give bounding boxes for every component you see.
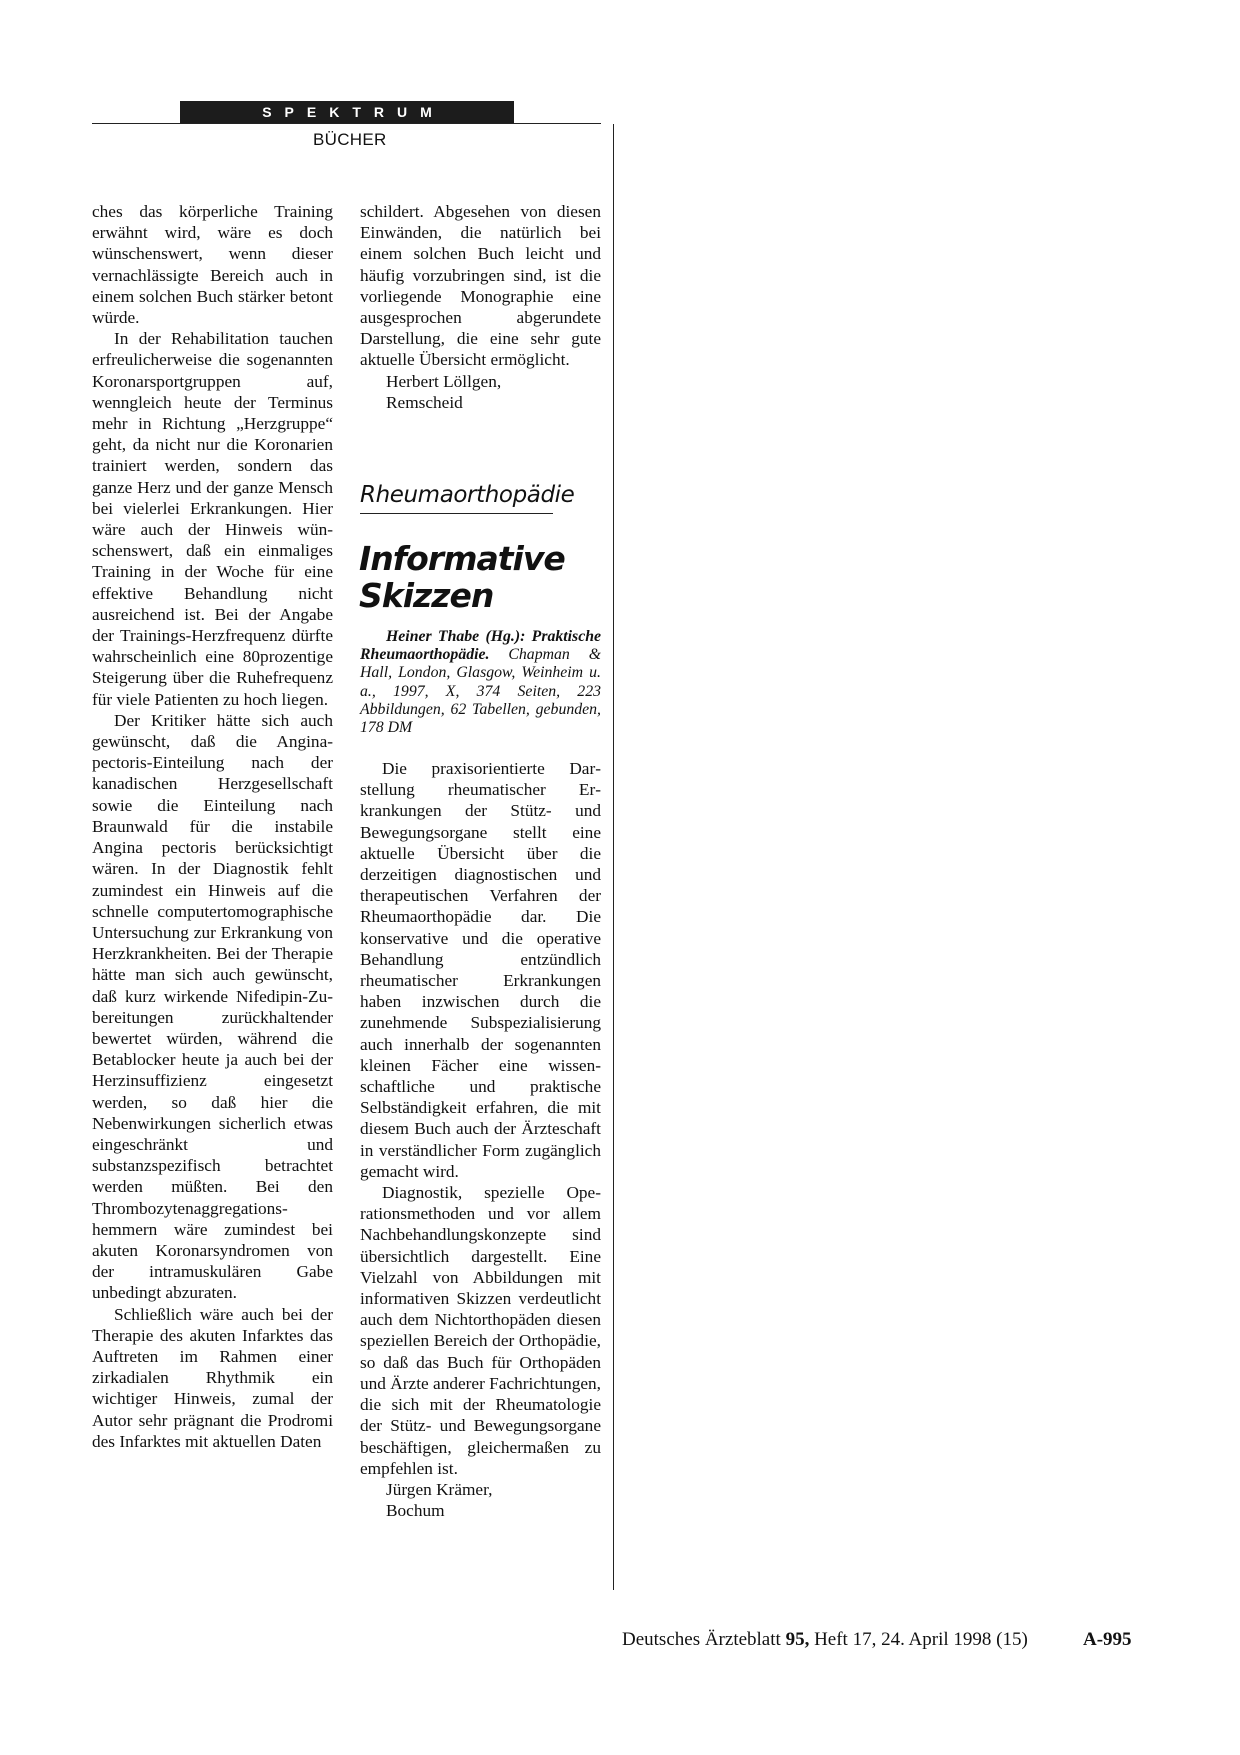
spektrum-rubric-bar: SPEKTRUM (180, 101, 514, 123)
paragraph: Diagnostik, spezielle Operationsmethoden und vor allem Nachbehandlungskonzepte sind übersichtlich dargestellt. Eine Vielzahl von Abbildungen mit informativen Skizzen verdeutlicht auch dem Nichtorthopäden diesen speziellen Bereich der Orthopädie, so daß das Buch für Orthopäden und Ärzte anderer Fachrichtungen, die sich mit der Rheumatologie der Stütz- und Bewegungsorgane beschäftigen, gleichermaßen zu empfehlen ist. (360, 1183, 601, 1478)
headline-line-1: Informative (359, 539, 565, 578)
paragraph: schildert. Abgesehen von diesen Einwänden, die natürlich bei einem solchen Buch leicht und häufig vorzubringen sind, ist die vorliegende Monographie eine ausgesprochen abgerundete Darstellung, die eine sehr gute aktuelle Übersicht ermöglicht. (360, 202, 601, 370)
paragraph: Die praxisorientierte Darstellung rheumatischer Erkrankungen der Stütz- und Bewegungsorgane stellt eine aktuelle Übersicht über die derzeitigen diagnostischen und therapeutischen Verfahren der Rheumaorthopädie dar. Die konservative und die operative Behandlung entzündlich rheumatischer Erkrankungen haben inzwischen durch die zunehmende Subspezialisierung auch innerhalb der sogenannten kleinen Fächer eine wissenschaftliche und praktische Selbständigkeit erfahren, die mit diesem Buch auch der Ärzteschaft in verständlicher Form zugänglich gemacht wird. (360, 759, 601, 1181)
column-divider (613, 124, 614, 1590)
journal-volume: 95, (785, 1629, 810, 1650)
book-details: Chapman & Hall, London, Glasgow, Weinheim u. a., 1997, X, 374 Seiten, 223 Abbildungen, 62 Tabellen, gebunden, 178 DM (360, 646, 601, 737)
paragraph: In der Rehabilitation tauchen erfreulicherweise die sogenannten Koronarsportgruppen auf, wenngleich heute der Terminus mehr in Richtung „Herzgruppe“ geht, da nicht nur die Koronarien trainiert werden, sondern das ganze Herz und der ganze Mensch bei vielerlei Erkrankungen. Hier wäre auch der Hinweis wünschenswert, daß ein einmaliges Training in der Woche für eine effektive Behandlung nicht ausreichend ist. Bei der Angabe der Trainings-Herzfrequenz dürfte wahrscheinlich eine 80prozentige Steigerung über die Ruhefrequenz für viele Patienten zu hoch liegen. (92, 329, 333, 709)
reviewer-city: Bochum (386, 1501, 445, 1521)
article-headline (359, 540, 619, 614)
paragraph: ches das körperliche Training erwähnt wird, wäre es doch wünschenswert, wenn dieser vernachlässigte Bereich auch in einem solchen Buch stärker betont würde. (92, 202, 333, 328)
book-title: Heiner Thabe (Hg.): Praktische Rheumaorthopädie. (360, 628, 601, 664)
review-continuation-column (92, 201, 333, 1452)
paragraph: Der Kritiker hätte sich auch gewünscht, daß die Angina-pectoris-Einteilung nach der kanadischen Herzgesellschaft sowie die Einteilung nach Braunwald für die instabile Angina pectoris berücksichtigt wären. In der Diagnostik fehlt zumindest ein Hinweis auf die schnelle computertomographische Untersuchung zur Erkrankung von Herzkrankheiten. Bei der Therapie hätte man sich auch gewünscht, daß kurz wirkende Nifedipin-Zubereitungen zurückhaltender bewertet würden, während die Betablocker heute ja auch bei der Herzinsuffizienz eingesetzt werden, so daß hier die Nebenwirkungen sicherlich etwas eingeschränkt und substanzspezifisch betrachtet werden müßten. Bei den Thrombozytenaggregationshemmern wäre zumindest bei akuten Koronarsyndromen von der intramuskulären Gabe unbedingt abzuraten. (92, 710, 333, 1303)
reviewer-name: Jürgen Krämer, (386, 1479, 493, 1499)
reviewer-city: Remscheid (386, 392, 463, 412)
journal-name: Deutsches Ärzteblatt (622, 1629, 786, 1650)
section-label: BÜCHER (313, 130, 387, 149)
paragraph: Schließlich wäre auch bei der Therapie des akuten Infarktes das Auftreten im Rahmen einer zirkadialen Rhythmik ein wichtiger Hinweis, zumal der Autor sehr prägnant die Prodromi des Infarktes mit aktuellen Daten (92, 1304, 333, 1451)
headline-line-2: Skizzen (359, 576, 494, 615)
review-end-column (360, 201, 601, 413)
book-reference (360, 628, 601, 737)
journal-issue: Heft 17, 24. April 1998 (15) (809, 1629, 1028, 1650)
page-footer (622, 1629, 1132, 1651)
header-rule (92, 123, 601, 124)
page-number: A-995 (1083, 1629, 1132, 1650)
reviewer-name: Herbert Löllgen, (386, 371, 502, 391)
article-body-column (360, 758, 601, 1521)
article-rubric: Rheumaorthopädie (360, 482, 553, 514)
